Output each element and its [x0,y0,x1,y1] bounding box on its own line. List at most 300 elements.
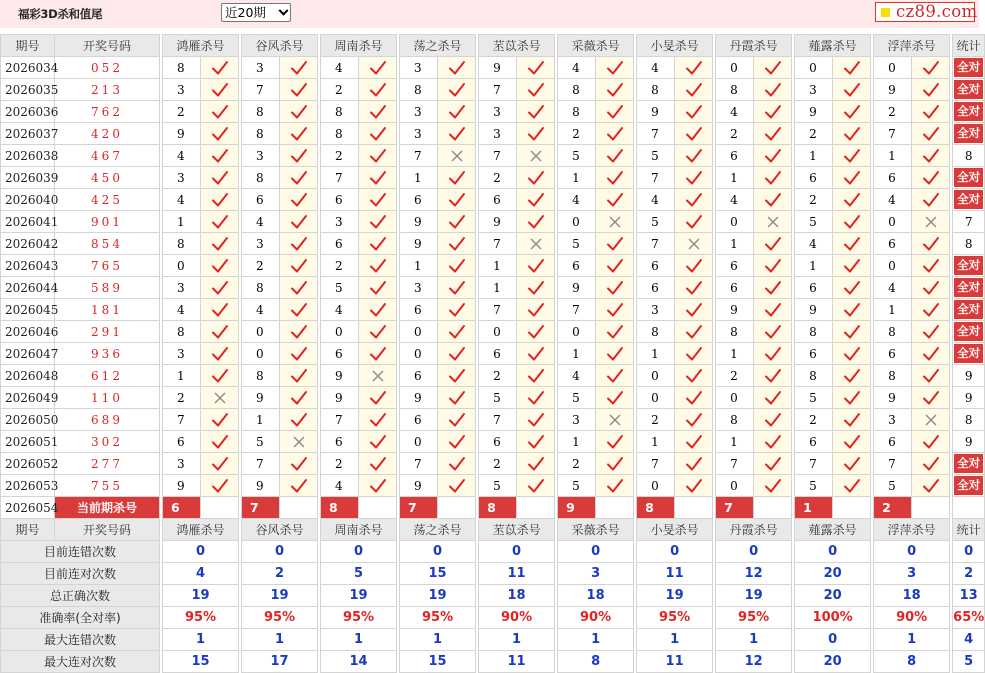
check-icon [833,123,871,145]
kill-number: 3 [321,211,359,233]
issue-number: 2026042 [1,233,55,255]
draw-number: 901 [55,211,160,233]
summary-value: 100% [795,607,871,629]
check-icon [438,101,476,123]
summary-label: 准确率(全对率) [1,607,160,629]
cross-icon [359,365,397,387]
kill-number: 2 [242,255,280,277]
kill-number: 8 [558,79,596,101]
check-icon [912,101,950,123]
check-icon [438,57,476,79]
empty-cell [912,497,950,519]
check-icon [912,299,950,321]
check-icon [517,431,555,453]
draw-number: 762 [55,101,160,123]
cross-icon [912,211,950,233]
check-icon [596,167,634,189]
check-icon [675,277,713,299]
empty-cell [201,497,239,519]
kill-number: 3 [163,79,201,101]
kill-number: 6 [321,233,359,255]
kill-number: 8 [242,365,280,387]
check-icon [596,343,634,365]
issue-number: 2026049 [1,387,55,409]
draw-number: 110 [55,387,160,409]
check-icon [596,453,634,475]
check-icon [359,431,397,453]
issue-number: 2026050 [1,409,55,431]
current-kill-number: 9 [558,497,596,519]
table-row [1,167,985,189]
summary-value: 0 [637,541,713,563]
current-kill-number: 7 [716,497,754,519]
check-icon [359,277,397,299]
check-icon [201,255,239,277]
check-icon [675,431,713,453]
kill-number: 8 [558,101,596,123]
kill-number: 6 [637,255,675,277]
kill-number: 1 [637,431,675,453]
summary-value: 0 [558,541,634,563]
summary-value: 5 [321,563,397,585]
cross-icon [201,387,239,409]
summary-stat: 5 [953,651,985,673]
kill-number: 3 [558,409,596,431]
summary-value: 0 [795,541,871,563]
check-icon [754,431,792,453]
column-header-expert: 荡之杀号 [400,35,476,57]
kill-number: 4 [558,189,596,211]
kill-number: 6 [874,431,912,453]
column-header-expert: 浮萍杀号 [874,35,950,57]
row-stat: 8 [953,145,985,167]
check-icon [359,189,397,211]
kill-number: 7 [479,145,517,167]
check-icon [912,431,950,453]
kill-number: 3 [163,167,201,189]
summary-value: 1 [716,629,792,651]
kill-number: 2 [795,189,833,211]
kill-number: 6 [400,365,438,387]
site-logo[interactable] [875,2,978,22]
all-correct-badge: 全对 [954,300,983,319]
check-icon [201,57,239,79]
kill-number: 9 [558,277,596,299]
table-row [1,299,985,321]
table-row [1,475,985,497]
summary-value: 90% [479,607,555,629]
issue-number: 2026039 [1,167,55,189]
current-issue-number: 2026054 [1,497,55,519]
summary-value: 19 [637,585,713,607]
check-icon [833,321,871,343]
logo-square-icon [881,8,890,17]
summary-value: 1 [163,629,239,651]
check-icon [675,387,713,409]
check-icon [596,387,634,409]
summary-value: 0 [479,541,555,563]
kill-number: 7 [479,299,517,321]
kill-number: 3 [479,101,517,123]
kill-number: 4 [558,365,596,387]
kill-number: 1 [637,343,675,365]
current-kill-number: 7 [242,497,280,519]
kill-number: 7 [479,409,517,431]
kill-number: 9 [716,299,754,321]
check-icon [280,79,318,101]
all-correct-badge: 全对 [954,102,983,121]
kill-number: 1 [874,145,912,167]
kill-number: 2 [479,365,517,387]
table-row [1,211,985,233]
kill-number: 5 [795,475,833,497]
column-header-expert: 鸿雁杀号 [163,519,239,541]
summary-value: 95% [400,607,476,629]
issue-number: 2026038 [1,145,55,167]
all-correct-badge: 全对 [954,58,983,77]
summary-value: 8 [558,651,634,673]
column-header-expert: 苤苡杀号 [479,35,555,57]
check-icon [833,255,871,277]
column-header-expert: 苤苡杀号 [479,519,555,541]
summary-value: 14 [321,651,397,673]
check-icon [201,189,239,211]
current-kill-number: 8 [321,497,359,519]
check-icon [912,475,950,497]
row-stat [953,299,985,321]
kill-number: 4 [163,299,201,321]
kill-number: 8 [321,101,359,123]
check-icon [754,167,792,189]
check-icon [675,255,713,277]
check-icon [912,233,950,255]
check-icon [201,145,239,167]
check-icon [833,365,871,387]
kill-number: 6 [479,189,517,211]
column-header-expert: 周南杀号 [321,35,397,57]
check-icon [596,123,634,145]
row-stat: 9 [953,365,985,387]
kill-number: 8 [242,123,280,145]
table-row [1,321,985,343]
empty-cell [517,497,555,519]
summary-value: 1 [321,629,397,651]
cross-icon [438,145,476,167]
check-icon [754,57,792,79]
kill-number: 8 [795,321,833,343]
check-icon [517,277,555,299]
table-row [1,189,985,211]
summary-value: 3 [558,563,634,585]
issue-number: 2026034 [1,57,55,79]
summary-value: 3 [874,563,950,585]
check-icon [201,167,239,189]
kill-number: 6 [874,233,912,255]
kill-number: 1 [242,409,280,431]
check-icon [280,343,318,365]
kill-number: 6 [874,343,912,365]
check-icon [201,299,239,321]
check-icon [359,343,397,365]
kill-number: 3 [242,57,280,79]
cross-icon [596,211,634,233]
kill-number: 1 [795,145,833,167]
check-icon [359,123,397,145]
kill-number: 8 [163,57,201,79]
column-header-draw: 开奖号码 [55,35,160,57]
summary-label: 目前连对次数 [1,563,160,585]
summary-value: 11 [637,563,713,585]
kill-number: 2 [163,101,201,123]
check-icon [438,167,476,189]
check-icon [833,387,871,409]
kill-number: 6 [321,189,359,211]
kill-number: 2 [479,167,517,189]
check-icon [833,233,871,255]
check-icon [754,365,792,387]
table-row [1,409,985,431]
check-icon [359,321,397,343]
column-header-expert: 鸿雁杀号 [163,35,239,57]
check-icon [833,475,871,497]
kill-number: 0 [716,57,754,79]
check-icon [754,475,792,497]
check-icon [596,255,634,277]
kill-number: 1 [795,255,833,277]
check-icon [517,79,555,101]
check-icon [596,145,634,167]
kill-number: 0 [242,321,280,343]
issue-number: 2026051 [1,431,55,453]
summary-value: 17 [242,651,318,673]
summary-value: 18 [479,585,555,607]
check-icon [754,343,792,365]
kill-number: 6 [479,343,517,365]
summary-stat: 65% [953,607,985,629]
check-icon [280,321,318,343]
draw-number: 589 [55,277,160,299]
kill-number: 3 [163,343,201,365]
kill-number: 7 [558,299,596,321]
column-header-stat: 统计 [953,519,985,541]
kill-number: 6 [400,189,438,211]
summary-value: 1 [637,629,713,651]
kill-number: 3 [400,123,438,145]
summary-value: 0 [400,541,476,563]
check-icon [912,145,950,167]
check-icon [280,475,318,497]
summary-value: 11 [479,563,555,585]
kill-number: 5 [795,387,833,409]
summary-stat: 4 [953,629,985,651]
summary-label: 最大连对次数 [1,651,160,673]
check-icon [596,365,634,387]
kill-number: 7 [637,167,675,189]
check-icon [596,101,634,123]
kill-number: 7 [716,453,754,475]
check-icon [675,211,713,233]
check-icon [201,123,239,145]
summary-value: 19 [163,585,239,607]
summary-value: 0 [716,541,792,563]
summary-row [1,585,985,607]
kill-number: 2 [321,79,359,101]
check-icon [359,409,397,431]
kill-number: 2 [479,453,517,475]
kill-number: 0 [400,343,438,365]
draw-number: 854 [55,233,160,255]
cross-icon [517,145,555,167]
summary-value: 0 [795,629,871,651]
check-icon [517,211,555,233]
kill-number: 1 [400,255,438,277]
check-icon [833,145,871,167]
kill-number: 8 [163,321,201,343]
kill-number: 2 [321,145,359,167]
check-icon [596,57,634,79]
kill-number: 0 [874,255,912,277]
all-correct-badge: 全对 [954,344,983,363]
summary-value: 2 [242,563,318,585]
check-icon [517,255,555,277]
check-icon [754,277,792,299]
all-correct-badge: 全对 [954,476,983,495]
kill-number: 6 [795,167,833,189]
check-icon [517,475,555,497]
summary-value: 12 [716,563,792,585]
kill-number: 8 [321,123,359,145]
check-icon [833,299,871,321]
kill-number: 0 [716,475,754,497]
current-issue-row [1,497,985,519]
kill-number: 7 [795,453,833,475]
draw-number: 181 [55,299,160,321]
kill-number: 3 [242,145,280,167]
draw-number: 213 [55,79,160,101]
current-kill-number: 8 [637,497,675,519]
kill-number: 7 [874,123,912,145]
issue-number: 2026035 [1,79,55,101]
check-icon [201,475,239,497]
summary-value: 95% [716,607,792,629]
all-correct-badge: 全对 [954,80,983,99]
summary-value: 20 [795,563,871,585]
kill-number: 1 [716,233,754,255]
table-row [1,365,985,387]
kill-number: 9 [242,475,280,497]
check-icon [596,189,634,211]
row-stat [953,101,985,123]
issue-number: 2026044 [1,277,55,299]
draw-number: 420 [55,123,160,145]
column-header-expert: 薤露杀号 [795,35,871,57]
check-icon [201,321,239,343]
row-stat [953,475,985,497]
kill-number: 9 [400,387,438,409]
kill-number: 9 [242,387,280,409]
column-header-expert: 荡之杀号 [400,519,476,541]
row-stat [953,57,985,79]
check-icon [359,387,397,409]
check-icon [833,189,871,211]
cross-icon [675,233,713,255]
kill-number: 3 [400,277,438,299]
kill-number: 1 [558,343,596,365]
check-icon [438,79,476,101]
all-correct-badge: 全对 [954,278,983,297]
table-row [1,145,985,167]
kill-number: 6 [716,277,754,299]
check-icon [201,79,239,101]
table-row [1,453,985,475]
check-icon [438,255,476,277]
kill-number: 2 [716,365,754,387]
check-icon [438,453,476,475]
kill-number: 9 [163,123,201,145]
check-icon [675,321,713,343]
kill-number: 6 [558,255,596,277]
column-header-expert: 丹霞杀号 [716,35,792,57]
check-icon [754,387,792,409]
kill-number: 3 [163,453,201,475]
check-icon [754,321,792,343]
check-icon [359,299,397,321]
all-correct-badge: 全对 [954,454,983,473]
kill-number: 6 [637,277,675,299]
summary-stat: 0 [953,541,985,563]
period-select-value: 近20期 [225,5,266,20]
check-icon [359,145,397,167]
check-icon [201,453,239,475]
kill-number: 4 [716,101,754,123]
check-icon [201,409,239,431]
check-icon [201,431,239,453]
table-row [1,101,985,123]
draw-number: 467 [55,145,160,167]
check-icon [675,299,713,321]
summary-label: 总正确次数 [1,585,160,607]
draw-number: 450 [55,167,160,189]
check-icon [280,101,318,123]
table-row [1,79,985,101]
issue-number: 2026045 [1,299,55,321]
row-stat: 7 [953,211,985,233]
check-icon [833,453,871,475]
current-kill-number: 2 [874,497,912,519]
check-icon [754,299,792,321]
column-header-expert: 谷风杀号 [242,35,318,57]
issue-number: 2026047 [1,343,55,365]
summary-value: 1 [242,629,318,651]
top-bar [0,0,979,28]
summary-label: 目前连错次数 [1,541,160,563]
summary-value: 8 [874,651,950,673]
check-icon [596,299,634,321]
check-icon [280,453,318,475]
check-icon [280,299,318,321]
check-icon [438,409,476,431]
kill-number: 0 [874,57,912,79]
kill-number: 4 [321,299,359,321]
kill-number: 8 [163,233,201,255]
check-icon [517,101,555,123]
check-icon [438,123,476,145]
check-icon [517,365,555,387]
kill-number: 5 [558,145,596,167]
issue-number: 2026036 [1,101,55,123]
column-header-expert: 小旻杀号 [637,35,713,57]
period-select[interactable] [221,3,291,22]
